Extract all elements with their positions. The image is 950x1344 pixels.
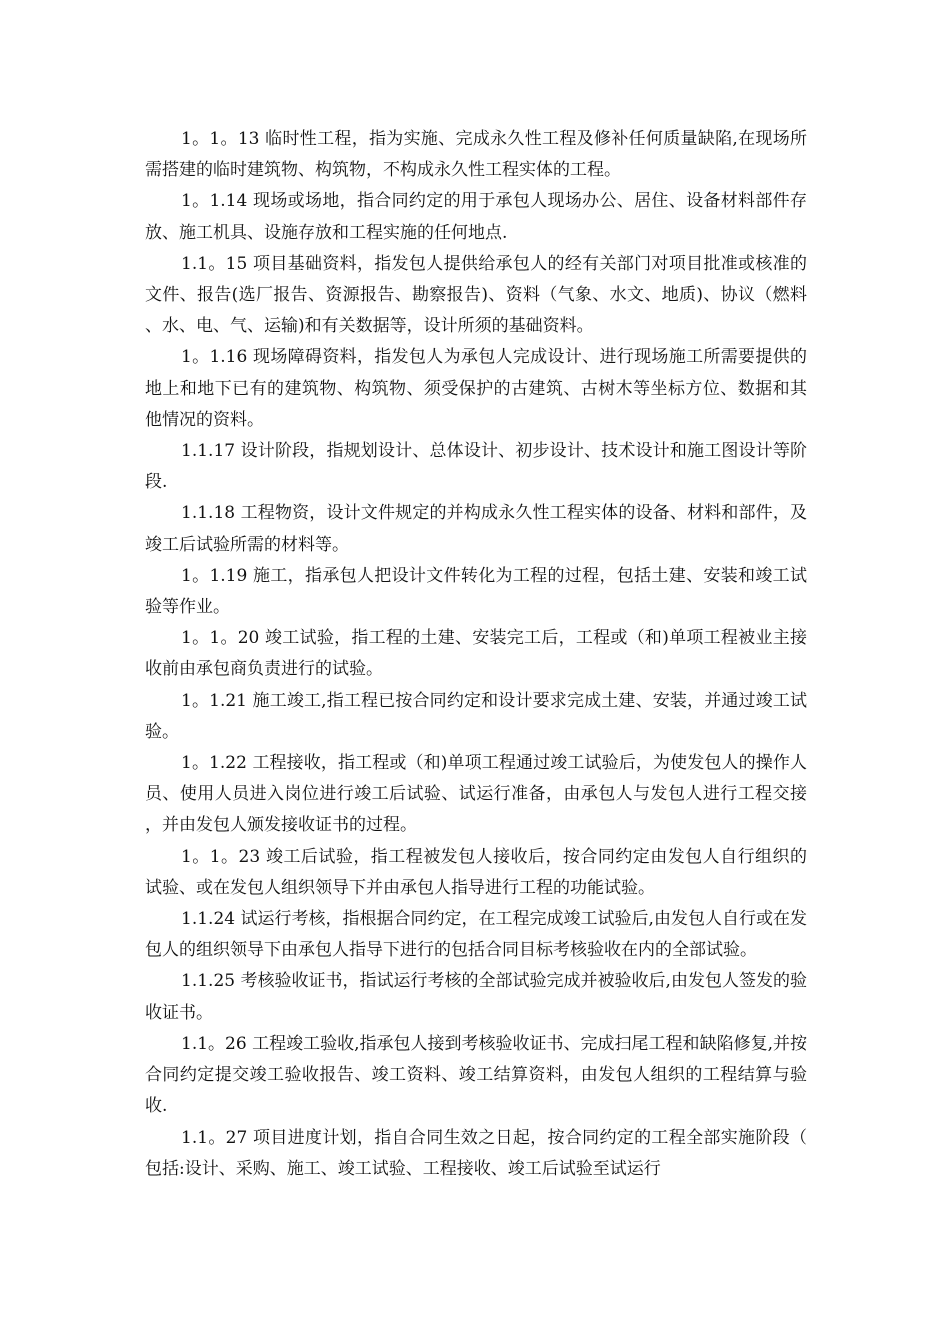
paragraph-1-1-18: 1.1.18 工程物资，设计文件规定的并构成永久性工程实体的设备、材料和部件，及竣工后试验所需的材料等。 <box>145 503 807 555</box>
paragraph-1-1-19: 1。1.19 施工，指承包人把设计文件转化为工程的过程，包括土建、安装和竣工试验等作业。 <box>145 565 807 618</box>
paragraph-1-1-14: 1。1.14 现场或场地，指合同约定的用于承包人现场办公、居住、设备材料部件存放、施工机具、设施存放和工程实施的任何地点. <box>145 191 807 243</box>
paragraph-1-1-13: 1。1。13 临时性工程，指为实施、完成永久性工程及修补任何质量缺陷,在现场所需搭建的临时建筑物、构筑物，不构成永久性工程实体的工程。 <box>145 129 807 181</box>
document-body <box>145 124 807 1185</box>
paragraph-1-1-24: 1.1.24 试运行考核，指根据合同约定，在工程完成竣工试验后,由发包人自行或在发包人的组织领导下由承包人指导下进行的包括合同目标考核验收在内的全部试验。 <box>145 909 807 961</box>
paragraph-1-1-16: 1。1.16 现场障碍资料，指发包人为承包人完成设计、进行现场施工所需要提供的地上和地下已有的建筑物、构筑物、须受保护的古建筑、古树木等坐标方位、数据和其他情况的资料。 <box>145 347 807 430</box>
paragraph-1-1-22: 1。1.22 工程接收，指工程或（和)单项工程通过竣工试验后，为使发包人的操作人员、使用人员进入岗位进行竣工后试验、试运行准备，由承包人与发包人进行工程交接，并由发包人颁发接收证书的过程。 <box>145 753 807 836</box>
paragraph-1-1-23: 1。1。23 竣工后试验，指工程被发包人接收后，按合同约定由发包人自行组织的试验、或在发包人组织领导下并由承包人指导进行工程的功能试验。 <box>145 846 807 898</box>
paragraph-1-1-15: 1.1。15 项目基础资料，指发包人提供给承包人的经有关部门对项目批准或核准的文件、报告(选厂报告、资源报告、勘察报告)、资料（气象、水文、地质)、协议（燃料、水、电、气、运输)和有关数据等，设计所须的基础资料。 <box>145 253 807 337</box>
paragraph-1-1-21: 1。1.21 施工竣工,指工程已按合同约定和设计要求完成土建、安装，并通过竣工试验。 <box>145 690 807 742</box>
paragraph-1-1-20: 1。1。20 竣工试验，指工程的土建、安装完工后，工程或（和)单项工程被业主接收前由承包商负责进行的试验。 <box>145 628 807 680</box>
paragraph-1-1-27: 1.1。27 项目进度计划，指自合同生效之日起，按合同约定的工程全部实施阶段（包括:设计、采购、施工、竣工试验、工程接收、竣工后试验至试运行 <box>145 1127 807 1179</box>
paragraph-1-1-26: 1.1。26 工程竣工验收,指承包人接到考核验收证书、完成扫尾工程和缺陷修复,并按合同约定提交竣工验收报告、竣工资料、竣工结算资料，由发包人组织的工程结算与验收. <box>145 1033 807 1117</box>
paragraph-1-1-25: 1.1.25 考核验收证书，指试运行考核的全部试验完成并被验收后,由发包人签发的验收证书。 <box>145 971 807 1023</box>
paragraph-1-1-17: 1.1.17 设计阶段，指规划设计、总体设计、初步设计、技术设计和施工图设计等阶段. <box>145 441 807 493</box>
